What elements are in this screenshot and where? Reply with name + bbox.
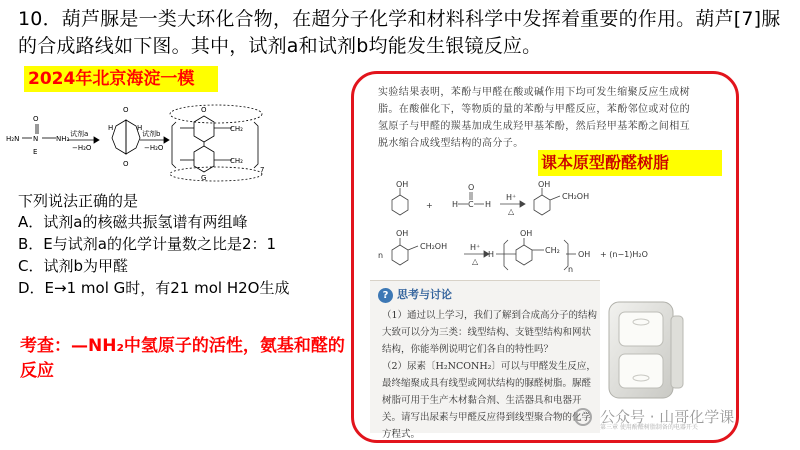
textbook-paragraph: 实验结果表明，苯酚与甲醛在酸或碱作用下均可发生缩聚反应生成树脂。在酸催化下，等物质的量的苯酚与甲醛反应，苯酚邻位或对位的氢原子与甲醛的羰基加成生成羟甲基苯酚，然后羟甲基苯酚之间相互脱水缩合成线型结构的高分子。 (378, 87, 690, 149)
scheme-o-cb-top: O (201, 106, 207, 114)
watermark: 公众号 · 山哥化学课 (600, 408, 735, 426)
option-d: D．E→1 mol G时，有21 mol H2O生成 (18, 279, 290, 297)
scheme-reagent-a: 试剂a (70, 130, 89, 138)
question-prompt: 下列说法正确的是 (18, 192, 139, 210)
rxn1-plus: + (426, 201, 433, 210)
discussion-title: 思考与讨论 (397, 288, 452, 301)
rxn2-subscript-n: n (568, 265, 574, 274)
discussion-item-2: （2）尿素〔H₂NCONH₂〕可以与甲醛发生反应，最终缩聚成具有线型或网状结构的脲醛树脂。脲醛树脂可用于生产木材黏合剂、生活器具和电器开关。请写出尿素与甲醛反应得到线型聚合物的化学方程式。 (382, 361, 596, 440)
scheme-h2: H (137, 124, 143, 132)
phenol-resin-label: 课本原型酚醛树脂 (541, 153, 670, 172)
rxn1-oh-right: OH (538, 180, 551, 189)
phenol-formaldehyde-reaction-2 (372, 226, 702, 274)
rxn1-catalyst: H⁺ (506, 193, 517, 202)
rxn2-catalyst: H⁺ (470, 243, 481, 252)
rxn2-oh-ring: OH (520, 229, 533, 238)
scheme-reagent-b: 试剂b (142, 130, 161, 138)
scheme-o-top: O (123, 106, 129, 114)
rxn2-h: H (488, 250, 495, 259)
electrical-switch-image (605, 296, 685, 406)
scheme-ch2-bottom: CH₂ (230, 157, 243, 165)
rxn1-h-left: H (452, 200, 459, 209)
rxn1-heat: △ (508, 207, 515, 216)
rxn2-oh: OH (396, 229, 409, 238)
scheme-nh2: NH₂ (56, 135, 70, 143)
focus-note: 考查：—NH₂中氢原子的活性，氨基和醛的反应 (20, 336, 345, 381)
rxn2-byproduct: + (n−1)H₂O (600, 250, 648, 259)
rxn1-ch2oh: CH₂OH (562, 192, 590, 201)
figure-caption: 第三章 使用酚醛树脂制备的电器开关 (600, 424, 698, 431)
scheme-o-bottom: O (123, 160, 129, 168)
scheme-o-urea: O (33, 115, 39, 123)
option-b: B．E与试剂a的化学计量数之比是2：1 (18, 235, 277, 253)
question-title: 10．葫芦脲是一类大环化合物，在超分子化学和材料科学中发挥着重要的作用。葫芦[7]脲的合成路线如下图。其中，试剂a和试剂b均能发生银镜反应。 (18, 8, 781, 57)
question-mark-icon: ? (378, 288, 393, 303)
scheme-loss-1: −H₂O (72, 144, 92, 152)
rxn1-oh-left: OH (396, 180, 409, 189)
rxn2-ch2: CH₂ (545, 246, 560, 255)
rxn2-oh-end: OH (578, 250, 591, 259)
scheme-n-urea: N (33, 135, 39, 143)
discussion-item-1: （1）通过以上学习，我们了解到合成高分子的结构大致可以分为三类：线型结构、支链型结构和网状结构，你能举例说明它们各自的特性吗？ (382, 310, 598, 355)
scheme-repeat-7: 7 (260, 166, 265, 174)
rxn1-c: C (468, 200, 474, 209)
synthesis-scheme (4, 92, 268, 184)
rxn1-o: O (468, 183, 475, 192)
scheme-ch2-top: CH₂ (230, 125, 243, 133)
phenol-formaldehyde-reaction-1 (372, 178, 612, 224)
scheme-label-g: G (201, 174, 207, 182)
source-label: 2024年北京海淀一模 (28, 69, 195, 89)
rxn2-heat: △ (472, 257, 479, 266)
option-a: A．试剂a的核磁共振氢谱有两组峰 (18, 213, 248, 231)
scheme-loss-2: −H₂O (144, 144, 164, 152)
rxn2-coefficient: n (378, 251, 384, 260)
scheme-h2n: H₂N (6, 135, 20, 143)
wechat-logo-icon (574, 408, 592, 426)
scheme-h1: H (108, 124, 114, 132)
scheme-label-e: E (33, 148, 38, 156)
option-c: C．试剂b为甲醛 (18, 257, 128, 275)
rxn1-h-right: H (485, 200, 492, 209)
rxn2-ch2oh: CH₂OH (420, 242, 448, 251)
